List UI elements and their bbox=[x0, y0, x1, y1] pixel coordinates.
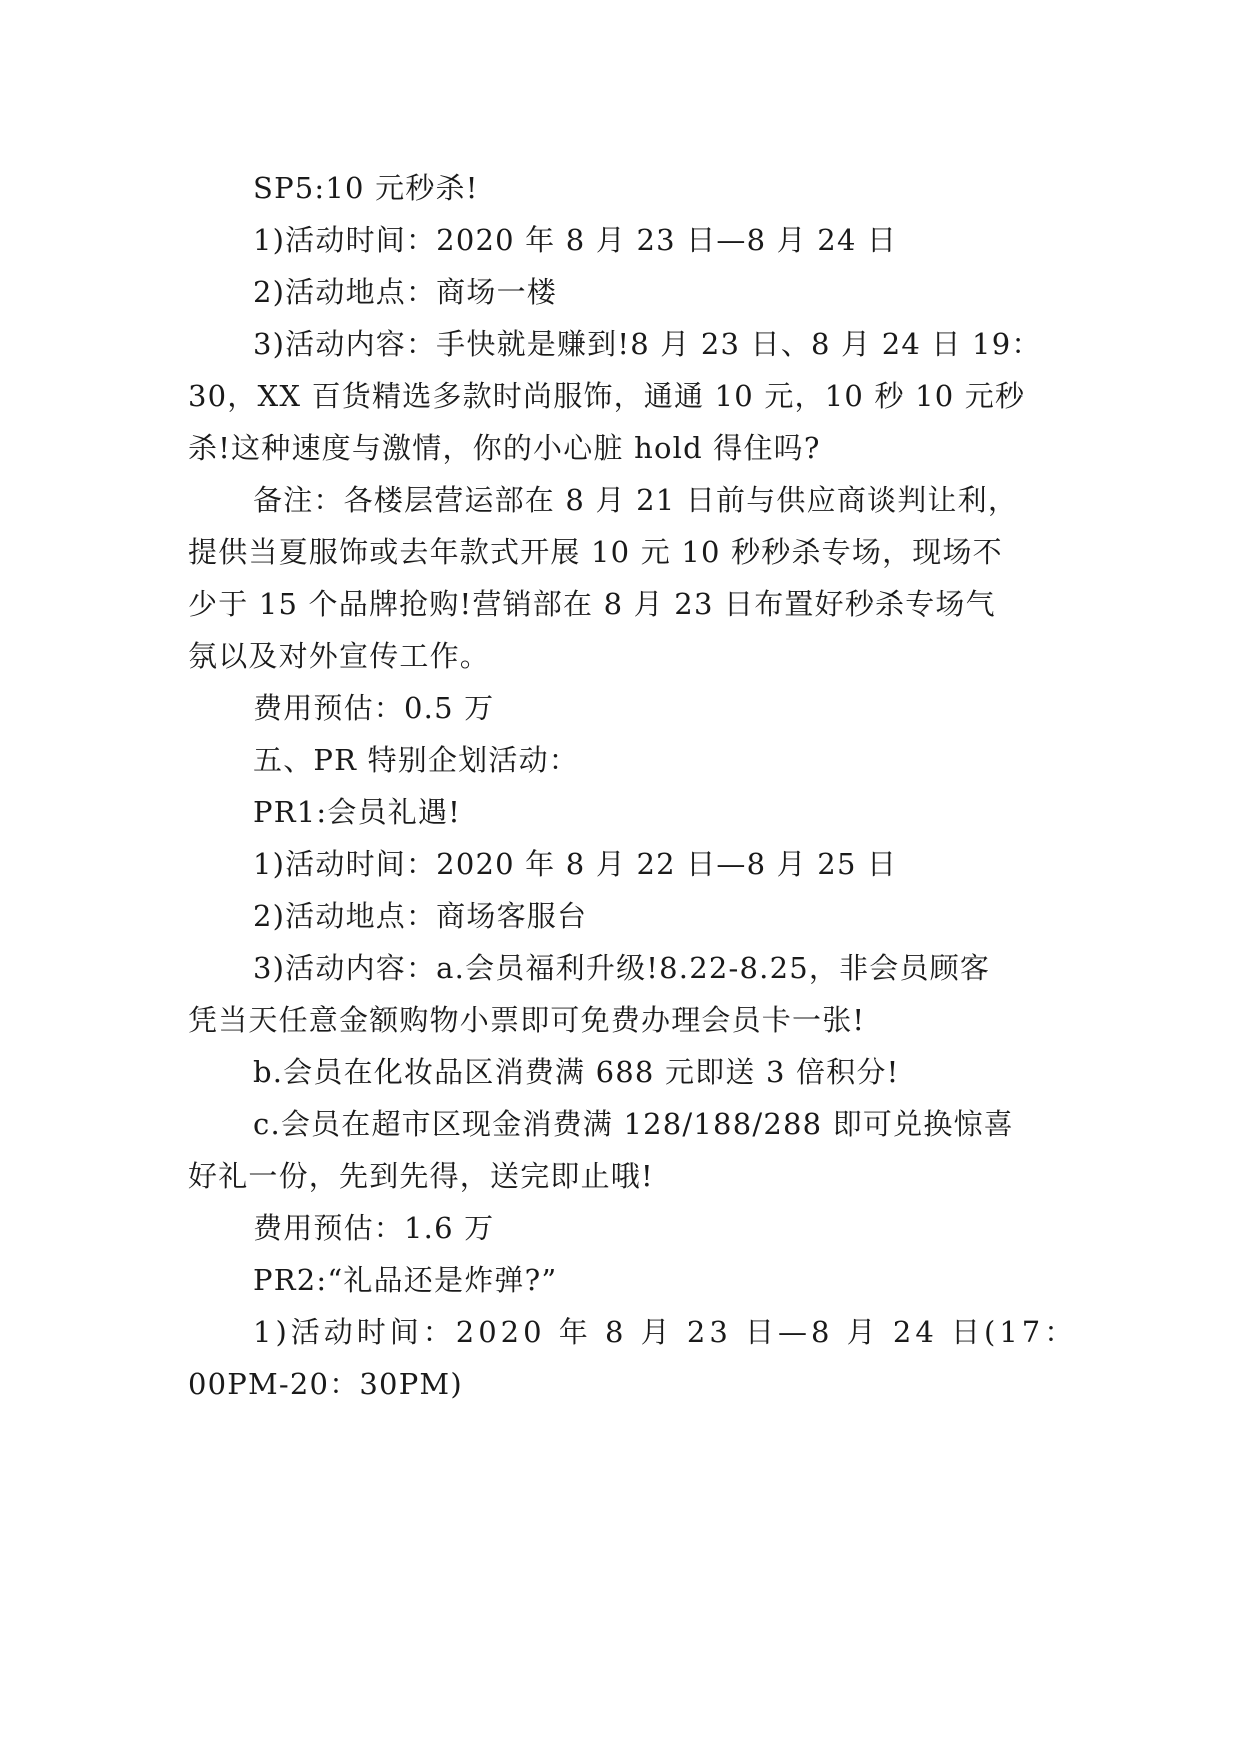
sp5-cost-estimate: 费用预估：0.5 万 bbox=[253, 691, 495, 725]
pr2-activity-time-line-1: 1)活动时间：2020 年 8 月 23 日—8 月 24 日(17： bbox=[253, 1315, 1078, 1349]
pr1-activity-content-c-line-2: 好礼一份，先到先得，送完即止哦! bbox=[188, 1159, 654, 1193]
pr1-activity-content-line-1: 3)活动内容：a.会员福利升级!8.22-8.25，非会员顾客 bbox=[253, 951, 991, 985]
pr1-activity-content-line-2: 凭当天任意金额购物小票即可免费办理会员卡一张! bbox=[188, 1003, 866, 1037]
sp5-note-line-1: 备注：各楼层营运部在 8 月 21 日前与供应商谈判让利， bbox=[253, 483, 1019, 517]
section-heading-pr: 五、PR 特别企划活动： bbox=[253, 743, 579, 777]
pr1-cost-estimate: 费用预估：1.6 万 bbox=[253, 1211, 495, 1245]
sp5-activity-content-line-1: 3)活动内容：手快就是赚到!8 月 23 日、8 月 24 日 19： bbox=[253, 327, 1042, 361]
pr1-activity-time: 1)活动时间：2020 年 8 月 22 日—8 月 25 日 bbox=[253, 847, 898, 881]
sp5-activity-location: 2)活动地点：商场一楼 bbox=[253, 275, 557, 309]
section-heading-pr2: PR2:“礼品还是炸弹?” bbox=[253, 1263, 558, 1297]
sp5-note-line-3: 少于 15 个品牌抢购!营销部在 8 月 23 日布置好秒杀专场气 bbox=[188, 587, 996, 621]
pr2-activity-time-line-2: 00PM-20：30PM) bbox=[188, 1367, 463, 1401]
section-heading-pr1: PR1:会员礼遇! bbox=[253, 795, 462, 829]
sp5-note-line-4: 氛以及对外宣传工作。 bbox=[188, 639, 491, 673]
sp5-activity-time: 1)活动时间：2020 年 8 月 23 日—8 月 24 日 bbox=[253, 223, 898, 257]
sp5-activity-content-line-2: 30，XX 百货精选多款时尚服饰，通通 10 元，10 秒 10 元秒 bbox=[188, 379, 1026, 413]
pr1-activity-location: 2)活动地点：商场客服台 bbox=[253, 899, 588, 933]
pr1-activity-content-c-line-1: c.会员在超市区现金消费满 128/188/288 即可兑换惊喜 bbox=[253, 1107, 1014, 1141]
sp5-activity-content-line-3: 杀!这种速度与激情，你的小心脏 hold 得住吗? bbox=[188, 431, 821, 465]
section-heading-sp5: SP5:10 元秒杀! bbox=[253, 171, 479, 205]
pr1-activity-content-b: b.会员在化妆品区消费满 688 元即送 3 倍积分! bbox=[253, 1055, 900, 1089]
sp5-note-line-2: 提供当夏服饰或去年款式开展 10 元 10 秒秒杀专场，现场不 bbox=[188, 535, 1003, 569]
